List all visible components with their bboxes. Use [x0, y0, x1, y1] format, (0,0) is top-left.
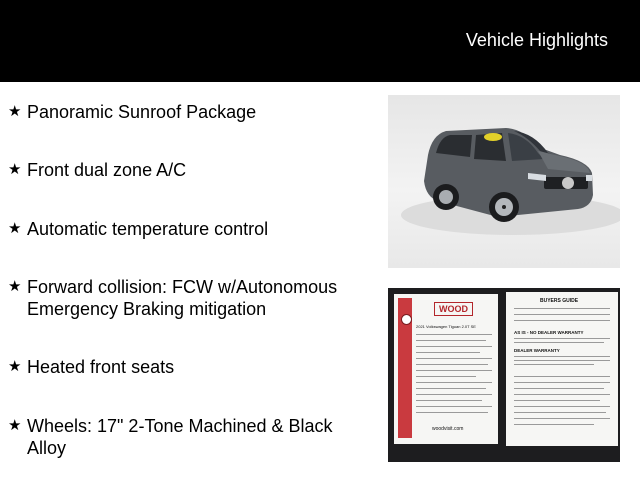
buyers-guide-title: BUYERS GUIDE	[540, 298, 579, 304]
feature-text: Wheels: 17" 2-Tone Machined & Black Alloy	[27, 416, 333, 458]
header-title: Vehicle Highlights	[465, 30, 608, 50]
window-sticker-photo[interactable]	[388, 288, 620, 462]
dealer-logo: WOOD	[434, 302, 473, 316]
sticker-model-line: 2021 Volkswagen Tiguan 2.0T SE	[416, 324, 476, 329]
suv-image	[388, 95, 620, 268]
feature-text: Forward collision: FCW w/Autonomous Emergency Braking mitigation	[27, 277, 338, 319]
star-icon: ★	[8, 103, 22, 120]
star-icon: ★	[8, 358, 22, 375]
star-icon: ★	[8, 417, 22, 434]
star-icon: ★	[8, 161, 22, 178]
window-sticker-sheet	[394, 294, 498, 444]
feature-text: Heated front seats	[27, 357, 175, 377]
feature-text: Automatic temperature control	[27, 219, 269, 239]
feature-text: Front dual zone A/C	[27, 160, 187, 180]
feature-text: Panoramic Sunroof Package	[27, 102, 257, 122]
as-is-label: AS IS - NO DEALER WARRANTY	[514, 330, 584, 335]
star-icon: ★	[8, 278, 22, 295]
buyers-guide-sheet	[506, 292, 618, 446]
vehicle-photo[interactable]	[388, 95, 620, 268]
dealer-warranty-label: DEALER WARRANTY	[514, 348, 560, 353]
sticker-website: woodvisit.com	[432, 426, 464, 432]
star-icon: ★	[8, 220, 22, 237]
